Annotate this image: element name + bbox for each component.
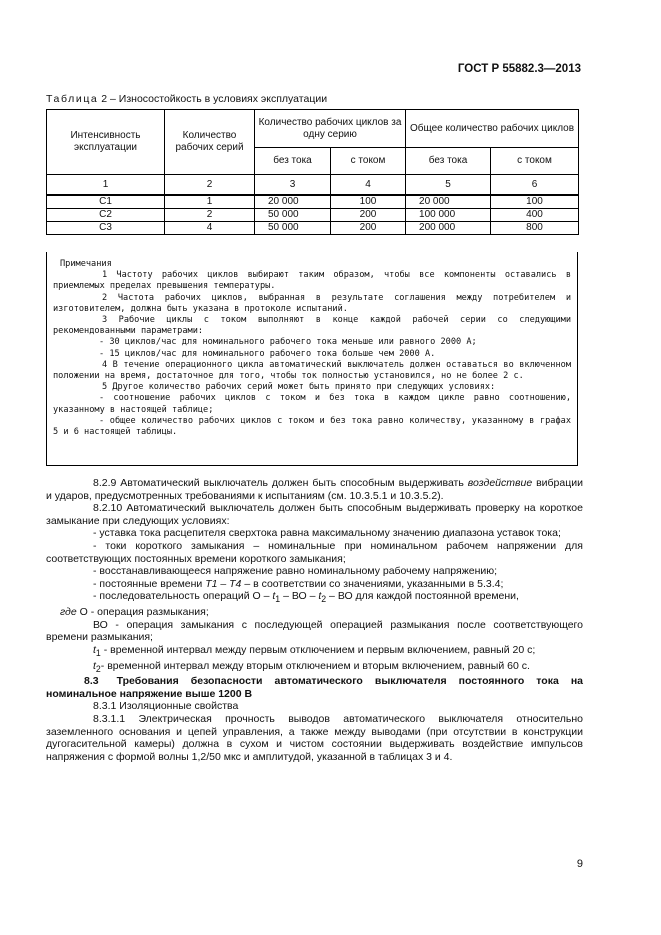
clause-8-2-9 (46, 477, 583, 502)
table-row (47, 222, 579, 235)
table-cell: 20 000 (255, 195, 331, 209)
column-number: 3 (255, 175, 331, 196)
page-number: 9 (576, 858, 583, 870)
table-cell: 50 000 (255, 222, 331, 235)
header-no-current: без тока (406, 148, 491, 175)
table-row (47, 209, 579, 222)
table-cell: C1 (47, 195, 165, 209)
table-cell: 800 (491, 222, 579, 235)
header-no-current: без тока (255, 148, 331, 175)
section-title: Требования безопасности автоматического выключателя постоянного тока на номинальное напряжение выше 1200 В (46, 675, 583, 700)
section-8-3-heading (46, 675, 583, 700)
table-caption-label: Таблица (46, 93, 99, 105)
definition-t2 (46, 660, 583, 676)
note-5: 5 Другое количество рабочих серий может быть принято при следующих условиях: (102, 382, 496, 393)
table-cell: 100 (491, 195, 579, 209)
table-caption-text: 2 – Износостойкость в условиях эксплуатации (98, 93, 328, 105)
note-1: 1 Частоту рабочих циклов выбирают таким образом, чтобы все компоненты оставались в приемлемых пределах превышения температуры. (53, 270, 571, 292)
column-number: 2 (165, 175, 255, 196)
standard-designation: ГОСТ Р 55882.3—2013 (457, 63, 581, 75)
text-run: - постоянные времени (93, 577, 206, 590)
clause-8-2-10: 8.2.10 Автоматический выключатель должен быть способным выдерживать проверку на короткое замыкание при следующих условиях: (46, 502, 583, 527)
table-cell: 200 (331, 222, 406, 235)
text-run: 2 (95, 663, 101, 674)
column-number: 4 (331, 175, 406, 196)
section-number: 8.3 (84, 675, 99, 688)
table-cell: 400 (491, 209, 579, 222)
text-run: 1 (275, 594, 281, 605)
wear-resistance-table (46, 109, 579, 235)
table-cell: 100 (331, 195, 406, 209)
table-cell: 20 000 (406, 195, 491, 209)
text-run: T1 – T4 (205, 577, 242, 590)
table-cell: 200 (331, 209, 406, 222)
note-2: 2 Частота рабочих циклов, выбранная в результате соглашения между потребителем и изготовителем, должна быть указана в протоколе испытаний. (53, 292, 571, 314)
text-run: где (60, 606, 77, 619)
text-run: t (272, 590, 276, 603)
table-caption (46, 93, 327, 105)
note-5-item: - соотношение рабочих циклов с током и без тока в каждом цикле равно соотношению, указанному в настоящей таблице; (53, 393, 571, 415)
note-3-item: - 30 циклов/час для номинального рабочего тока меньше или равного 2000 А; (99, 337, 477, 348)
column-number: 6 (491, 175, 579, 196)
note-3: 3 Рабочие циклы с током выполняют в конце каждой рабочей серии со следующими рекомендованными параметрами: (53, 315, 571, 337)
note-4: 4 В течение операционного цикла автоматический выключатель должен оставаться во включенном положении на время, достаточное для того, чтобы ток полностью установился, но не более 2 с. (53, 359, 571, 382)
text-run: О - операция размыкания; (76, 606, 209, 619)
header-series-count: Количество рабочих серий (165, 110, 255, 175)
notes-title: Примечания (60, 259, 112, 269)
definition-where (46, 606, 583, 619)
table-cell: 50 000 (255, 209, 331, 222)
header-total-cycles: Общее количество рабочих циклов (406, 110, 579, 148)
text-run: t (318, 590, 322, 603)
condition-item: - токи короткого замыкания – номинальные при номинальном рабочем напряжении для соответствующих постоянных времени короткого замыкания; (46, 539, 583, 565)
text-run: 8.2.9 Автоматический выключатель должен быть способным выдерживать (93, 477, 468, 489)
definition-t1 (46, 644, 583, 660)
clause-8-3-1-1: 8.3.1.1 Электрическая прочность выводов автоматического выключателя относительно заземленного основания и цепей управления, а также между выводами (при отсутствии в конструкции дугогасительной камеры) должна в сухом и чистом состоянии выдерживать воздействие импульсов напряжения с формой волны 1,2/50 мкс и амплитудой, указанной в таблицах 3 и 4. (46, 712, 583, 763)
text-run: t (93, 643, 96, 656)
text-run: - временной интервал между первым отключением и первым включением, равный 20 с; (100, 643, 536, 656)
text-run: – ВО для каждой постоянной времени, (326, 590, 519, 603)
header-cycles-per-series: Количество рабочих циклов за одну серию (255, 110, 406, 148)
header-intensity: Интенсивность эксплуатации (47, 110, 165, 175)
header-with-current: с током (331, 148, 406, 175)
text-run: – в соответствии со значениями, указанными в 5.3.4; (241, 577, 504, 590)
table-cell: 2 (165, 209, 255, 222)
note-3-item: - 15 циклов/час для номинального рабочего тока больше чем 2000 А. (99, 348, 436, 359)
text-run: 1 (95, 647, 101, 658)
condition-item (46, 590, 583, 606)
text-run: вибрации и ударов, предусмотренных требованиями к испытаниям (см. 10.3.5.1 и 10.3.5.2). (46, 477, 583, 502)
text-run: 2 (321, 594, 327, 605)
table-cell: 100 000 (406, 209, 491, 222)
table-cell: C2 (47, 209, 165, 222)
table-cell: C3 (47, 222, 165, 235)
text-run: - временной интервал между вторым отключением и вторым включением, равный 60 с. (100, 659, 530, 672)
text-run: t (93, 659, 96, 672)
condition-item (46, 578, 583, 591)
note-5-item: - общее количество рабочих циклов с током и без тока равно количеству, указанному в графах 5 и 6 настоящей таблицы. (53, 415, 571, 438)
table-row (47, 195, 579, 209)
text-run: - последовательность операций О – (93, 590, 273, 603)
text-run: воздействие (467, 477, 533, 489)
text-run: – ВО – (280, 590, 319, 603)
table-cell: 4 (165, 222, 255, 235)
table-cell: 200 000 (406, 222, 491, 235)
header-with-current: с током (491, 148, 579, 175)
condition-item: - восстанавливающееся напряжение равно номинальному рабочему напряжению; (93, 565, 498, 578)
definition-bo: ВО - операция замыкания с последующей операцией размыкания после соответствующего времени размыкания; (46, 618, 583, 644)
column-number: 1 (47, 175, 165, 196)
body-text (46, 477, 583, 763)
table-notes (46, 252, 578, 466)
condition-item: - уставка тока расцепителя сверхтока равна максимальному значению диапазона уставок тока; (93, 527, 561, 540)
table-cell: 1 (165, 195, 255, 209)
clause-8-3-1: 8.3.1 Изоляционные свойства (93, 700, 239, 713)
column-number: 5 (406, 175, 491, 196)
